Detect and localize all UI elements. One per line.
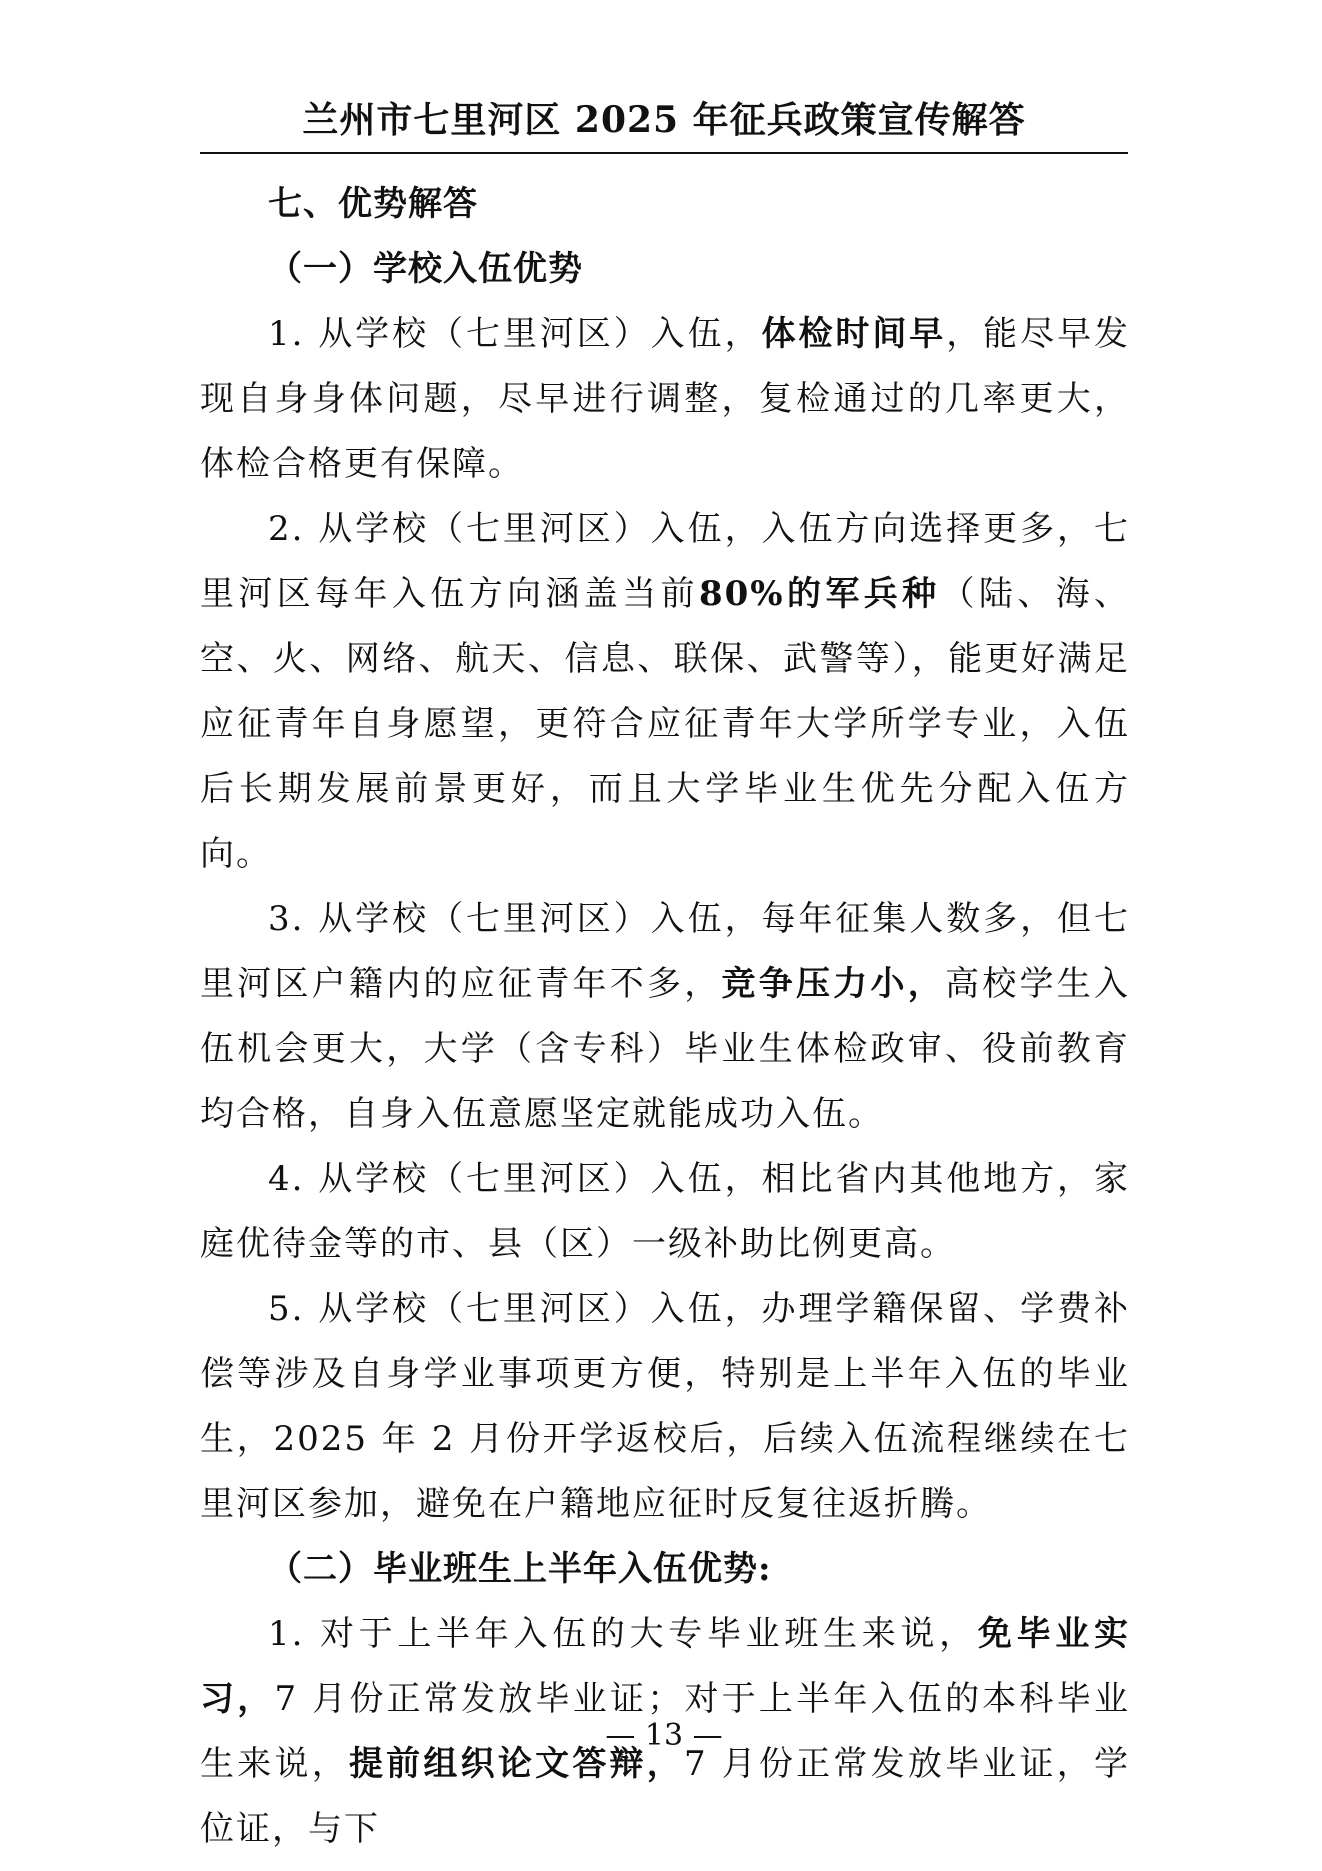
emphasis: 体检时间早: [761, 314, 947, 354]
text-run: 4. 从学校（七里河区）入伍，相比省内其他地方，家庭优待金等的市、县（区）一级补助比例更高。: [200, 1159, 1130, 1264]
paragraph-1-3: [200, 887, 1130, 1147]
emphasis: 免毕业实习，: [200, 1614, 1130, 1719]
document-body: [200, 172, 1130, 1862]
text-run: （陆、海、空、火、网络、航天、信息、联保、武警等），能更好满足应征青年自身愿望，更符合应征青年大学所学专业，入伍后长期发展前景更好，而且大学毕业生优先分配入伍方向。: [200, 574, 1131, 874]
text-run: 1. 对于上半年入伍的大专毕业班生来说，: [268, 1614, 978, 1654]
text-run: 7 月份正常发放毕业证；对于上半年入伍的本科毕业生来说，: [200, 1679, 1130, 1784]
subsection-title-1: （一）学校入伍优势: [268, 249, 583, 289]
paragraph-1-4: [200, 1147, 1130, 1277]
text-run: 高校学生入伍机会更大，大学（含专科）毕业生体检政审、役前教育均合格，自身入伍意愿坚定就能成功入伍。: [200, 964, 1130, 1134]
emphasis: 竞争压力小，: [721, 964, 945, 1004]
text-run: 5. 从学校（七里河区）入伍，办理学籍保留、学费补偿等涉及自身学业事项更方便，特别是上半年入伍的毕业生，2025 年 2 月份开学返校后，后续入伍流程继续在七里河区参加，避免在户籍地应征时反复往返折腾。: [200, 1289, 1130, 1524]
emphasis: 提前组织论文答辩，: [348, 1744, 685, 1784]
paragraph-1-5: [200, 1277, 1130, 1537]
subsection-title-2: （二）毕业班生上半年入伍优势:: [268, 1549, 772, 1589]
text-run: 3. 从学校（七里河区）入伍，每年征集人数多，但七里河区户籍内的应征青年不多，: [200, 899, 1130, 1004]
paragraph-1-1: [200, 302, 1130, 497]
text-run: ，能尽早发现自身身体问题，尽早进行调整，复检通过的几率更大，体检合格更有保障。: [200, 314, 1131, 484]
text-run: 1. 从学校（七里河区）入伍，: [268, 314, 762, 354]
emphasis: 80%的军兵种: [698, 574, 941, 614]
header-divider: [200, 152, 1128, 154]
paragraph-1-2: [200, 497, 1130, 887]
text-run: 2. 从学校（七里河区）入伍，入伍方向选择更多，七里河区每年入伍方向涵盖当前: [200, 509, 1130, 614]
section-title: 七、优势解答: [268, 184, 478, 224]
page-header-title: 兰州市七里河区 2025 年征兵政策宣传解答: [302, 99, 1026, 141]
page-number: — 13 —: [605, 1718, 723, 1753]
text-run: 7 月份正常发放毕业证，学位证，与下: [200, 1744, 1131, 1849]
